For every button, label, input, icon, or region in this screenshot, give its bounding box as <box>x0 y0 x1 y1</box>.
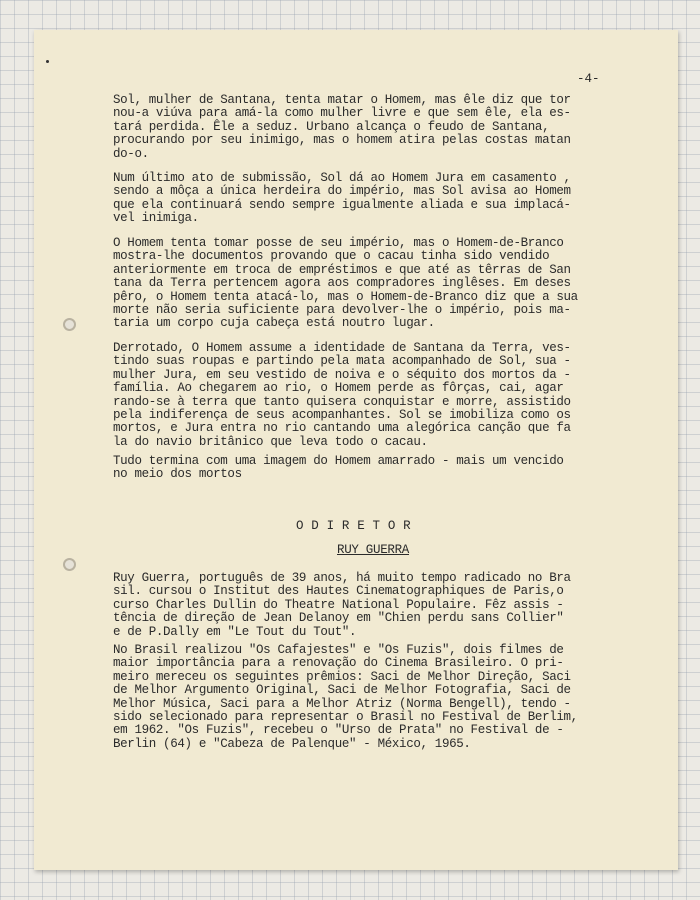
director-paragraph: No Brasil realizou "Os Cafajestes" e "Os Fuzis", dois filmes de maior importância para a renovação do Cinema Brasileiro. O pri- meiro mereceu os seguintes prêmios: Saci de Melhor Direção, Saci de Melhor Argumento Original, Saci de Melhor Fotografia, Saci de Melhor Música, Saci para a Melhor Atriz (Norma Bengell), tendo - sido selecionado para representar o Brasil no Festival de Berlim, em 1962. "Os Fuzis", recebeu o "Urso de Prata" no Festival de - Berlin (64) e "Cabeza de Palenque" - México, 1965. <box>113 643 578 751</box>
section-heading: O D I R E T O R <box>296 519 411 533</box>
synopsis-paragraph: Num último ato de submissão, Sol dá ao Homem Jura em casamento , sendo a môça a única herdeira do império, mas Sol avisa ao Homem que ela continuará sendo sempre igualmente aliada e sua implacá- vel inimiga. <box>113 171 571 226</box>
page-number: -4- <box>577 72 600 86</box>
document-page <box>34 30 678 870</box>
binder-hole-icon <box>63 558 76 571</box>
director-paragraph: Ruy Guerra, português de 39 anos, há muito tempo radicado no Bra sil. cursou o Institut des Hautes Cinematographiques de Paris,o curso Charles Dullin do Theatre National Populaire. Fêz assis - tência de direção de Jean Delanoy em "Chien perdu sans Collier" e de P.Dally em "Le Tout du Tout". <box>113 571 571 639</box>
binder-hole-icon <box>63 318 76 331</box>
ink-dot <box>46 60 49 63</box>
director-name: RUY GUERRA <box>337 543 410 557</box>
synopsis-paragraph: Derrotado, O Homem assume a identidade de Santana da Terra, ves- tindo suas roupas e partindo pela mata acompanhado de Sol, sua - mulher Jura, em seu vestido de noiva e o séquito dos mortos da - família. Ao chegarem ao rio, o Homem perde as fôrças, cai, agar rando-se à terra que tanto quisera conquistar e morre, assistido pela indiferença de seus acompanhantes. Sol se imobiliza como os mortos, e Jura entra no rio cantando uma alegórica canção que fa la do navio britânico que leva todo o cacau. <box>113 341 571 449</box>
synopsis-paragraph: O Homem tenta tomar posse de seu império, mas o Homem-de-Branco mostra-lhe documentos provando que o cacau tinha sido vendido anteriormente em troca de empréstimos e que até as têrras de San tana da Terra pertencem agora aos compradores inglêses. Em deses pêro, o Homem tenta atacá-lo, mas o Homem-de-Branco diz que a sua morte não seria suficiente para devolver-lhe o império, pois ma- taria um corpo cuja cabeça está noutro lugar. <box>113 236 578 331</box>
synopsis-paragraph: Sol, mulher de Santana, tenta matar o Homem, mas êle diz que tor nou-a viúva para amá-la como mulher livre e que sem êle, ela es- tará perdida. Êle a seduz. Urbano alcança o feudo de Santana, procurando por seu inimigo, mas o homem atira pelas costas matan do-o. <box>113 93 571 161</box>
synopsis-paragraph: Tudo termina com uma imagem do Homem amarrado - mais um vencido no meio dos mortos <box>113 454 564 482</box>
